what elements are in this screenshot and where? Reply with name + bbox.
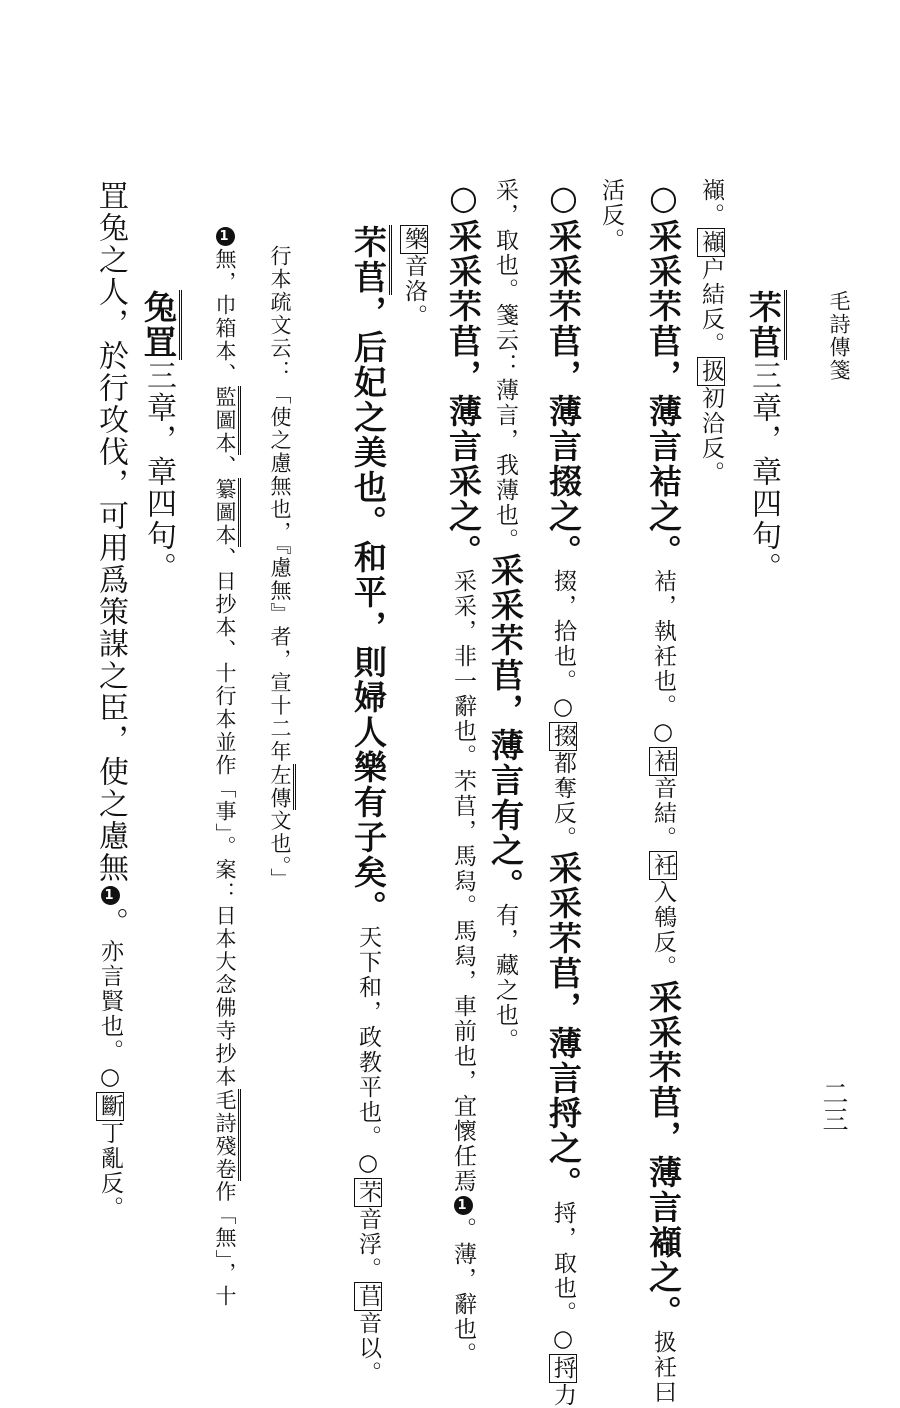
commentary-text: 音浮。 [355, 1207, 381, 1282]
commentary-text: 宣十二年 [268, 671, 292, 764]
commentary-text: 左傳 [268, 764, 296, 810]
commentary-text: 活反。 [598, 178, 624, 253]
text-column [139, 290, 178, 584]
commentary-text: 纂圖本 [213, 478, 241, 547]
commentary-text: 采，取也。箋云：薄言，我薄也。 [492, 178, 518, 553]
text-column [93, 180, 128, 1221]
text-column [644, 178, 683, 1405]
commentary-text: 毛詩殘卷 [213, 1089, 241, 1181]
commentary-text: 掇，拾也。○ [550, 569, 576, 722]
text-column [269, 245, 290, 891]
text-column [699, 178, 722, 486]
pronunciation-head-char: 襭 [698, 230, 724, 255]
main-text: ○采采芣苢，薄言采之。 [444, 178, 483, 569]
main-text: ○采采芣苢，薄言掇之。 [544, 178, 583, 569]
commentary-text: 、十行本並作「事」。案： [213, 639, 237, 905]
commentary-text: 、 [213, 547, 237, 570]
commentary-text: 監圖本 [213, 386, 241, 455]
commentary-text: 三章，章四句。 [746, 360, 781, 584]
text-column [744, 290, 783, 584]
page-number: 二三 [818, 1080, 848, 1132]
commentary-text: 袺，執衽也。○ [650, 569, 676, 747]
commentary-text: 無，巾箱本、 [213, 248, 237, 386]
commentary-text: 丁亂反。 [97, 1121, 123, 1221]
pronunciation-head-char: 斷 [97, 1094, 123, 1119]
text-column [544, 178, 583, 1408]
commentary-text: 户結反。 [698, 257, 724, 357]
main-text: 芣苢 [349, 225, 392, 295]
commentary-text: 。 [93, 907, 128, 939]
text-column [486, 178, 525, 1053]
footnote-marker-icon: 1 [101, 886, 120, 905]
pronunciation-head-char: 袺 [650, 749, 676, 774]
commentary-text: 有，藏之也。 [492, 903, 518, 1053]
text-column [402, 225, 425, 329]
commentary-text: 罝兔之人，於行攻伐，可用爲策謀之臣，使之慮無 [93, 180, 128, 884]
commentary-text: 扱衽曰 [650, 1330, 676, 1405]
commentary-text: 抄本 [213, 1042, 237, 1089]
main-text: ，后妃之美也。和平，則婦人樂有子矣。 [349, 295, 388, 925]
commentary-text: 三章，章四句。 [141, 360, 176, 584]
footnote-marker-icon: 1 [454, 1196, 473, 1215]
commentary-text: 音以。 [355, 1311, 381, 1386]
commentary-text: 力 [550, 1383, 576, 1408]
footnote-marker-icon: 1 [216, 227, 235, 246]
commentary-text: 音結。 [650, 776, 676, 851]
main-text: 采采芣苢，薄言襭之。 [644, 980, 683, 1330]
commentary-text: 日本大念佛寺 [213, 904, 237, 1043]
commentary-text: 入鴾反。 [650, 880, 676, 980]
pronunciation-head-char: 掇 [550, 724, 576, 749]
commentary-text: 捋，取也。○ [550, 1201, 576, 1354]
main-text: 芣苢 [744, 290, 787, 360]
commentary-text: 文也。」 [268, 809, 292, 891]
commentary-text: 、 [213, 455, 237, 478]
commentary-text: 天下和，政教平也。○ [355, 925, 381, 1178]
commentary-text: 日抄本 [213, 570, 237, 639]
text-column [599, 178, 622, 253]
pronunciation-head-char: 捋 [550, 1356, 576, 1381]
main-text: ○采采芣苢，薄言袺之。 [644, 178, 683, 569]
pronunciation-head-char: 苢 [355, 1284, 381, 1309]
commentary-text: 亦言賢也。○ [97, 939, 123, 1092]
pronunciation-head-char: 芣 [355, 1180, 381, 1205]
commentary-text: 行本疏文云：「使之慮無也，『慮無』者， [268, 245, 292, 672]
pronunciation-head-char: 扱 [698, 359, 724, 384]
text-column [349, 225, 388, 1386]
commentary-text: 初洽反。 [698, 386, 724, 486]
commentary-text: 襭。 [698, 178, 724, 228]
commentary-text: 采采，非一辭也。芣苢，馬舄。馬舄，車前也，宜懷任焉 [450, 569, 476, 1194]
text-column [444, 178, 483, 1367]
pronunciation-head-char: 樂 [401, 227, 427, 252]
main-text: 采采芣苢，薄言有之。 [486, 553, 525, 903]
text-column [214, 225, 235, 1308]
book-title: 毛詩傳箋 [827, 290, 851, 382]
commentary-text: 作「無」，十 [213, 1180, 237, 1308]
commentary-text: 音洛。 [401, 254, 427, 329]
commentary-text: 都奪反。 [550, 751, 576, 851]
commentary-text: 。薄，辭也。 [450, 1217, 476, 1367]
main-text: 兔罝 [139, 290, 182, 360]
main-text: 采采芣苢，薄言捋之。 [544, 851, 583, 1201]
pronunciation-head-char: 衽 [650, 853, 676, 878]
